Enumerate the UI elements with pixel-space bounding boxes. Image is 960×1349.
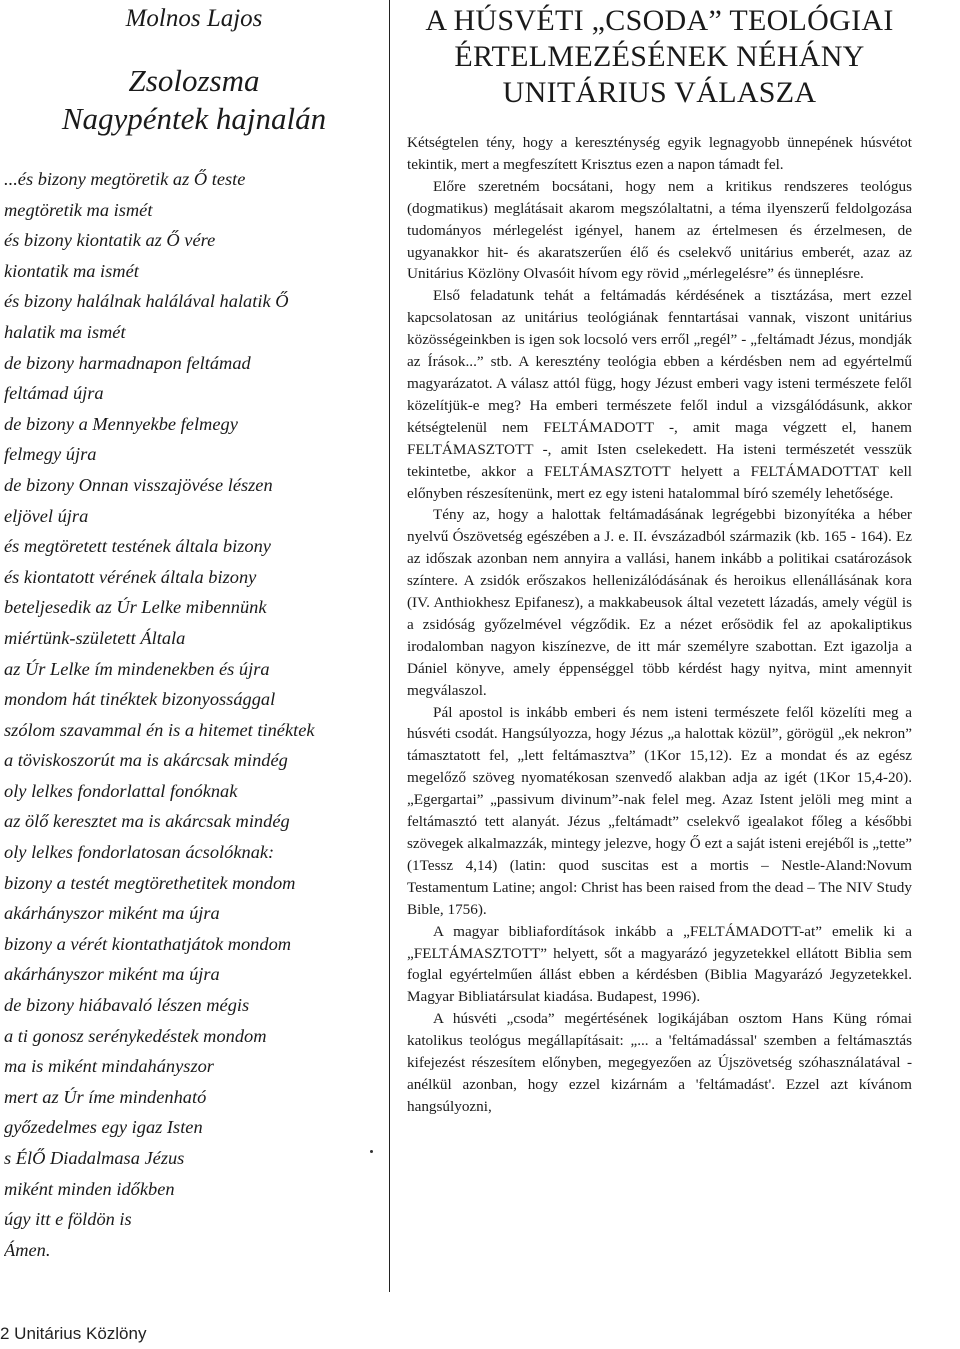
column-divider — [389, 0, 390, 1292]
article-paragraph: A húsvéti „csoda” megértésének logikájában osztom Hans Küng római katolikus teológus megállapításait: „... a 'feltámadással' szemben a feltámasztás kifejezést részesítem előnyben, megegyezően az Újszövetség szóhasználatával - anélkül azonban, hogy ezzel kizárnám a 'feltámadást'. Ezzel azt kívánom hangsúlyozni, — [407, 1010, 912, 1115]
poem-line: megtöretik ma ismét — [4, 199, 153, 220]
article-column — [407, 0, 912, 1320]
poem-line: feltámad újra — [4, 383, 104, 404]
article-paragraph: Előre szeretném bocsátani, hogy nem a kritikus rendszeres teológus (dogmatikus) meglátásait akarom megszólaltatni, a téma ilyenszerű feldolgozása tudományos mérlegelést igényel, hanem az értelmesen és érzelmesen, de ugyanakkor hit- és akaratszerűen élő és cselekvő unitárius emberét, azaz az Unitárius Közlöny Olvasóit hívom egy rövid „mérlegelésre” és ünneplésre. — [407, 177, 912, 283]
poem-line: kiontatik ma ismét — [4, 260, 139, 281]
poem-line: ...és bizony megtöretik az Ő teste — [4, 169, 246, 189]
poem-line: eljövel újra — [4, 505, 89, 526]
poem-line: és bizony kiontatik az Ő vére — [4, 230, 216, 251]
article-paragraph: Kétségtelen tény, hogy a kereszténység egyik legnagyobb ünnepének húsvétot tekintik, mert a megfeszített Krisztus ezen a napon támadt fel. — [407, 134, 912, 173]
poem-line: és bizony halálnak halálával halatik Ő — [4, 291, 289, 312]
poem-title-line-1: Zsolozsma — [128, 63, 260, 98]
article-paragraph: Első feladatunk tehát a feltámadás kérdésének a tisztázása, mert ezzel kapcsolatosan az unitárius teológiának fenntartásai vannak, viszont unitárius közösségeinkben is igen sok locsoló vers erről „regél” - „feltámadt Jézus, mondják az Írások...” stb. A keresztény teológia ebben a kérdésben nem ad egyértelmű magyarázatot. A válasz attól függ, hogy Jézust emberi vagy isteni természete felől közelítjük-e meg? Ha emberi természete felől indul a vizsgálódásunk, akkor kétségtelenül nem FELTÁMADOTT -, amit maga végzett el, hanem FELTÁMASZTOTT -, amit Isten cselekedett. Ha isteni természetét vesszük tekintetbe, akkor a FELTÁMASZTOTT helyett a FELTÁMADOTTAT kell előnyben részesítenünk, mert ez egy isteni hatalommal bíró személy lehetősége. — [407, 287, 912, 502]
poem-line: miértünk-született Általa — [4, 627, 186, 648]
poem-line: bizony a testét megtörethetitek mondom — [4, 872, 296, 893]
poem-line: s ÉlŐ Diadalmasa Jézus — [4, 1148, 185, 1168]
poem-line: halatik ma ismét — [4, 321, 126, 342]
poem-line: az ölő keresztet ma is akárcsak mindég — [4, 811, 290, 832]
poem-line: a ti gonosz serénykedéstek mondom — [4, 1025, 267, 1046]
poem-line: akárhányszor miként ma újra — [4, 903, 220, 924]
poem-title — [4, 62, 384, 138]
poem-author: Molnos Lajos — [125, 5, 263, 32]
poem-line: bizony a vérét kiontathatjátok mondom — [4, 933, 292, 954]
poem-line: a töviskoszorút ma is akárcsak mindég — [4, 750, 288, 771]
article-title — [407, 3, 912, 111]
poem-line: felmegy újra — [4, 444, 97, 465]
poem-line: beteljesedik az Úr Lelke mibennünk — [4, 597, 267, 618]
stray-dot — [370, 1150, 373, 1153]
poem-column — [4, 0, 384, 1300]
article-paragraph: Pál apostol is inkább emberi és nem isteni természete felől közelíti meg a húsvéti csodát. Hangsúlyozza, hogy Jézus „a halottak közül”, görögül „ek nekron” támasztatott fel, „lett feltámasztva” (1Kor 15,12). Ez a mondat és az egész megelőző szöveg nyomatékosan szenvedő alakban adja az igét (1Kor 15,4-20). „Egergartai” „passivum divinum”-nak felel meg. Azaz Istent jelöli meg mint a feltámasztó tett alanyát. Jézus „feltámadt” cselekvő igealakot főleg a későbbi szövegek alkalmazzák, mintegy jelezve, hogy Ő ezt a saját isteni erejéből is „tette” (1Tessz 4,14) (latin: quod suscitas est a mortis – Nestle-Aland:Novum Testamentum Latine; angol: Christ has been raised from the dead – The NIV Study Bible, 1756). — [407, 703, 912, 918]
poem-body — [4, 164, 384, 1265]
poem-line: az Úr Lelke ím mindenekben és újra — [4, 658, 270, 679]
poem-line: és megtöretett testének általa bizony — [4, 536, 271, 557]
poem-line: oly lelkes fondorlatosan ácsolóknak: — [4, 842, 275, 863]
poem-line: úgy itt e földön is — [4, 1209, 132, 1230]
article-title-line-1: A HÚSVÉTI „CSODA” TEOLÓGIAI — [425, 4, 894, 37]
poem-line: akárhányszor miként ma újra — [4, 964, 220, 985]
poem-line: mondom hát tinéktek bizonyossággal — [4, 689, 276, 710]
poem-line: mert az Úr íme mindenható — [4, 1086, 207, 1107]
poem-line: szólom szavammal én is a hitemet tinéktek — [4, 719, 315, 740]
poem-line: de bizony Onnan visszajövése lészen — [4, 474, 273, 495]
poem-title-line-2: Nagypéntek hajnalán — [61, 101, 327, 136]
poem-line: de bizony harmadnapon feltámad — [4, 352, 251, 373]
article-title-line-3: UNITÁRIUS VÁLASZA — [502, 76, 817, 109]
poem-line: győzedelmes egy igaz Isten — [4, 1117, 203, 1138]
article-paragraph: A magyar bibliafordítások inkább a „FELTÁMADOTT-at” emelik ki a „FELTÁMASZTOTT” helyett, sőt a magyarázó jegyzetekkel ellátott Biblia sem foglal egyértelműen állást ebben a kérdésben (Biblia Magyarázó Jegyzetekkel. Magyar Bibliatársulat kiadása. Budapest, 1996). — [407, 922, 912, 1006]
poem-line: oly lelkes fondorlattal fonóknak — [4, 780, 238, 801]
poem-line: Ámen. — [4, 1239, 51, 1260]
article-title-line-2: ÉRTELMEZÉSÉNEK NÉHÁNY — [454, 40, 865, 73]
page-footer: 2 Unitárius Közlöny — [0, 1324, 147, 1343]
poem-line: miként minden időkben — [4, 1178, 175, 1199]
article-paragraph: Tény az, hogy a halottak feltámadásának legrégebbi bizonyítéka a héber nyelvű Ószövetség egészében a J. e. II. évszázadból származik (kb. 165 - 164). Ez az időszak azonban nem annyira a vallási, hanem inkább a politikai csatározások színtere. A zsidók erőszakos hellenizálódásának és heroikus ellenállásának kora (IV. Anthiokhesz Epifanesz), a makkabeusok által vezetett lázadás, amely végül is a zsidóság győzelmével végződik. Ez a nézet erősödik fel az apokaliptikus irodalomban nagyon kiszínezve, de itt már személyre szabottan. Ezt igazolja a Dániel könyve, amely éppenséggel több kérdést hagy nyitva, mint amennyit megválaszol. — [407, 506, 912, 699]
poem-line: de bizony hiábavaló lészen mégis — [4, 995, 250, 1016]
poem-line: de bizony a Mennyekbe felmegy — [4, 413, 238, 434]
article-body — [407, 132, 912, 1118]
poem-line: ma is miként mindahányszor — [4, 1056, 214, 1077]
poem-line: és kiontatott vérének általa bizony — [4, 566, 257, 587]
